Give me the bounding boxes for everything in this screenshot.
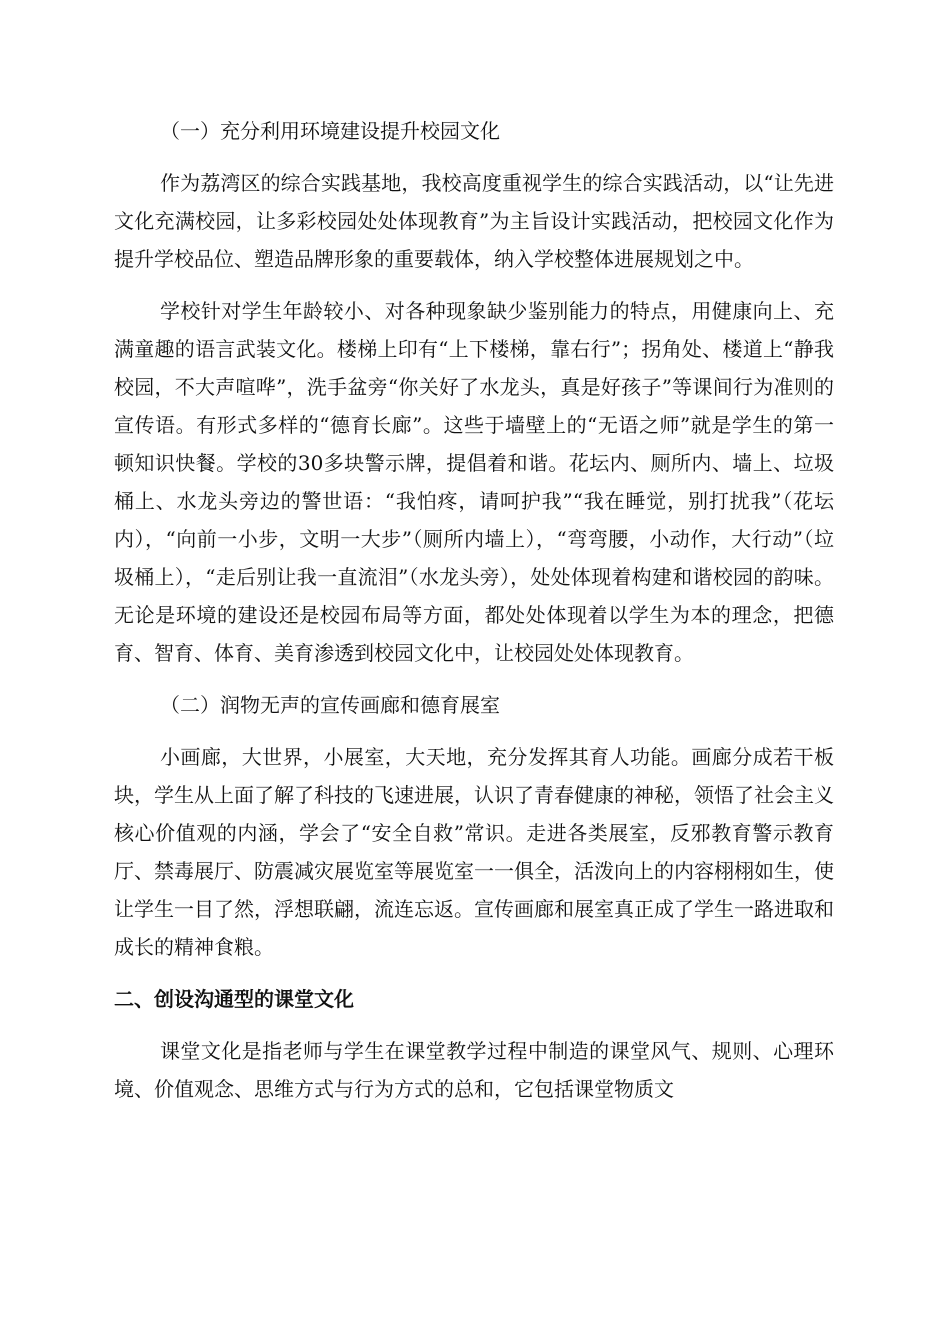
section-heading-2: 二、创设沟通型的课堂文化 bbox=[114, 987, 354, 1011]
section-subheading-1: （一）充分利用环境建设提升校园文化 bbox=[160, 119, 500, 143]
paragraph-slogans: 学校针对学生年龄较小、对各种现象缺少鉴别能力的特点，用健康向上、充满童趣的语言武装文化。楼梯上印有“上下楼梯，靠右行”；拐角处、楼道上“静我校园，不大声喧哗”，洗手盆旁“你关好了水龙头，真是好孩子”等课间行为准则的宣传语。有形式多样的“德育长廊”。这些于墙壁上的“无语之师”就是学生的第一顿知识快餐。学校的30多块警示牌，提倡着和谐。花坛内、厕所内、墙上、垃圾桶上、水龙头旁边的警世语：“我怕疼，请呵护我”“我在睡觉，别打扰我”（花坛内），“向前一小步，文明一大步”（厕所内墙上），“弯弯腰，小动作，大行动”（垃圾桶上），“走后别让我一直流泪”（水龙头旁），处处体现着构建和谐校园的韵味。无论是环境的建设还是校园布局等方面，都处处体现着以学生为本的理念，把德育、智育、体育、美育渗透到校园文化中，让校园处处体现教育。 bbox=[114, 299, 834, 665]
document-body bbox=[114, 112, 834, 1108]
section-subheading-2: （二）润物无声的宣传画廊和德育展室 bbox=[160, 693, 500, 717]
paragraph-classroom-culture: 课堂文化是指老师与学生在课堂教学过程中制造的课堂风气、规则、心理环境、价值观念、思维方式与行为方式的总和，它包括课堂物质文 bbox=[114, 1039, 834, 1101]
paragraph-practice-base: 作为荔湾区的综合实践基地，我校高度重视学生的综合实践活动，以“让先进文化充满校园，让多彩校园处处体现教育”为主旨设计实践活动，把校园文化作为提升学校品位、塑造品牌形象的重要载体，纳入学校整体进展规划之中。 bbox=[114, 171, 834, 271]
paragraph-gallery: 小画廊，大世界，小展室，大天地，充分发挥其育人功能。画廊分成若干板块，学生从上面了解了科技的飞速进展，认识了青春健康的神秘，领悟了社会主义核心价值观的内涵，学会了“安全自救”常识。走进各类展室，反邪教育警示教育厅、禁毒展厅、防震减灾展览室等展览室一一俱全，活泼向上的内容栩栩如生，使让学生一目了然，浮想联翩，流连忘返。宣传画廊和展室真正成了学生一路进取和成长的精神食粮。 bbox=[114, 745, 834, 959]
